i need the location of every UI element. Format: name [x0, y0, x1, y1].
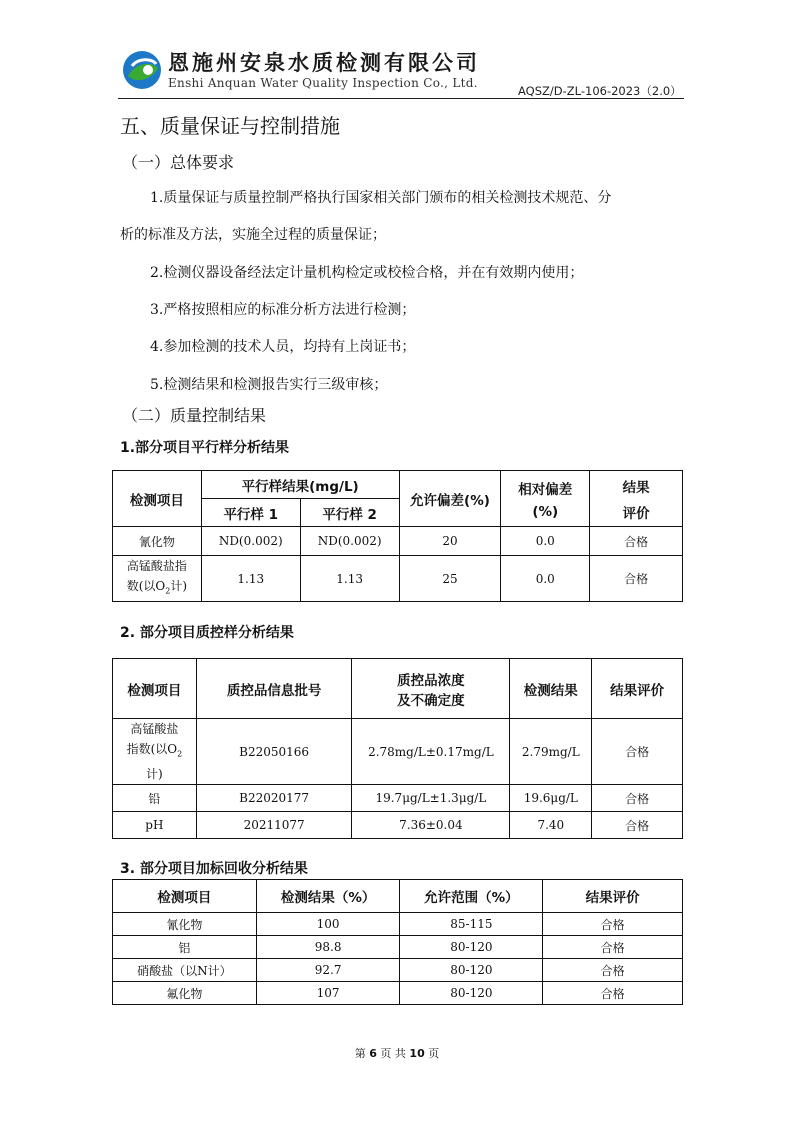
- header-divider: [118, 98, 684, 99]
- table-row: pH 20211077 7.36±0.04 7.40 合格: [113, 812, 683, 839]
- col-conc: 质控品浓度 及不确定度: [352, 659, 510, 719]
- table-row: 铅 B22020177 19.7μg/L±1.3μg/L 19.6μg/L 合格: [113, 785, 683, 812]
- col-eval: 结果评价: [592, 659, 683, 719]
- document-number: AQSZ/D-ZL-106-2023（2.0）: [518, 84, 682, 98]
- col-result: 结果 评价: [590, 471, 683, 527]
- general-heading: （一）总体要求: [122, 153, 235, 172]
- qc-heading: （二）质量控制结果: [122, 406, 267, 425]
- company-logo: [122, 50, 162, 90]
- table1-title: 1.部分项目平行样分析结果: [120, 440, 290, 456]
- table-row: 氰化物 ND(0.002) ND(0.002) 20 0.0 合格: [113, 527, 683, 556]
- col-result: 检测结果（%）: [256, 880, 400, 913]
- col-item: 检测项目: [113, 471, 202, 527]
- company-name-en: Enshi Anquan Water Quality Inspection Co., Ltd.: [168, 76, 478, 90]
- table-row: 高锰酸盐 指数(以$O_2$ 计) B22050166 2.78mg/L±0.17mg/L 2.79mg/L 合格: [113, 719, 683, 785]
- col-allowed: 允许偏差(%): [399, 471, 501, 527]
- qc-sample-table: [112, 658, 683, 839]
- col-item: 检测项目: [113, 880, 257, 913]
- col-item: 检测项目: [113, 659, 197, 719]
- col-p2: 平行样 2: [300, 499, 399, 527]
- table2-title: 2. 部分项目质控样分析结果: [120, 625, 294, 641]
- col-result: 检测结果: [510, 659, 592, 719]
- table-row: 铝 98.8 80-120 合格: [113, 936, 683, 959]
- col-batch: 质控品信息批号: [196, 659, 352, 719]
- req-line-1-cont: 析的标准及方法，实施全过程的质量保证；: [120, 227, 386, 243]
- table-row: 氰化物 100 85-115 合格: [113, 913, 683, 936]
- req-line-1: 1.质量保证与质量控制严格执行国家相关部门颁布的相关检测技术规范、分: [150, 190, 612, 206]
- spike-recovery-table: [112, 879, 683, 1005]
- col-eval: 结果评价: [543, 880, 683, 913]
- company-name-cn: 恩施州安泉水质检测有限公司: [168, 50, 480, 75]
- page-total: 10: [409, 1047, 425, 1060]
- col-parallel-group: 平行样结果(mg/L): [201, 471, 399, 499]
- table3-title: 3. 部分项目加标回收分析结果: [120, 861, 308, 877]
- req-line-3: 3.严格按照相应的标准分析方法进行检测；: [150, 302, 416, 318]
- table-row: 氟化物 107 80-120 合格: [113, 982, 683, 1005]
- col-range: 允许范围（%）: [400, 880, 543, 913]
- req-line-4: 4.参加检测的技术人员，均持有上岗证书；: [150, 339, 416, 355]
- req-line-2: 2.检测仪器设备经法定计量机构检定或校检合格，并在有效期内使用；: [150, 265, 584, 281]
- page-number: 6: [369, 1047, 377, 1060]
- table-row: 高锰酸盐指 数(以$O_2$计) 1.13 1.13 25 0.0 合格: [113, 556, 683, 602]
- req-line-5: 5.检测结果和检测报告实行三级审核；: [150, 377, 388, 393]
- section-title: 五、质量保证与控制措施: [120, 114, 340, 138]
- parallel-sample-table: [112, 470, 683, 602]
- table-row: 硝酸盐（以N计） 92.7 80-120 合格: [113, 959, 683, 982]
- page-footer: 第 6 页 共 10 页: [354, 1047, 440, 1060]
- col-p1: 平行样 1: [201, 499, 300, 527]
- col-rel-dev: 相对偏差 (%): [501, 471, 590, 527]
